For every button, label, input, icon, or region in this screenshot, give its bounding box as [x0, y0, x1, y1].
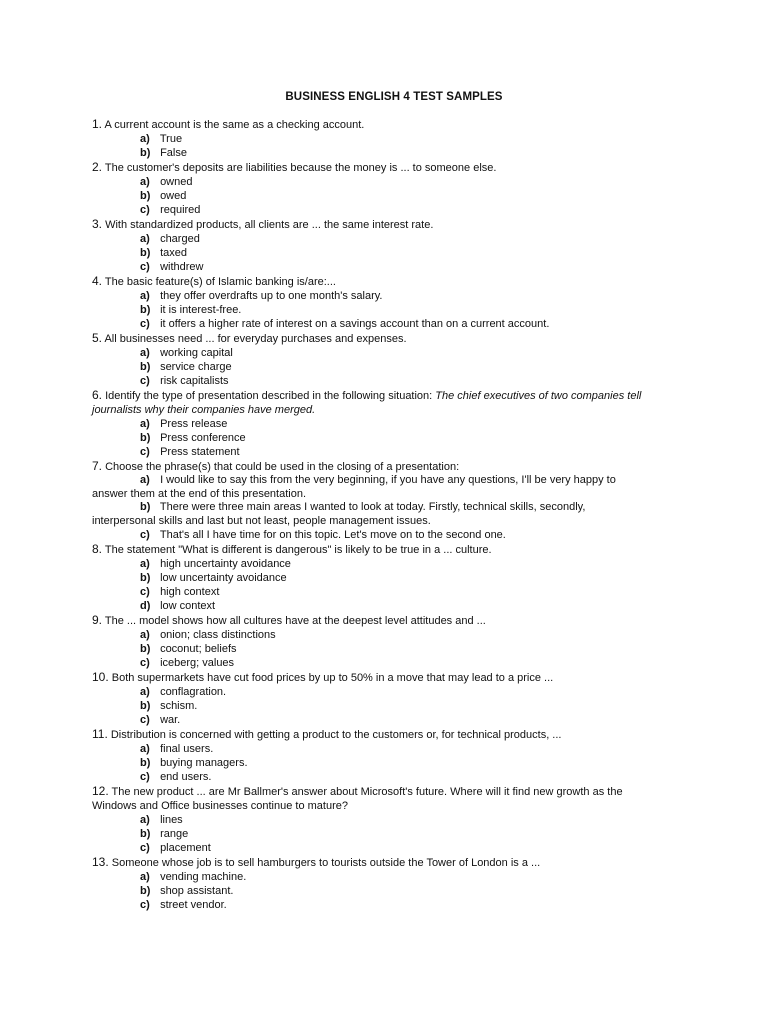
option-letter: a) — [140, 558, 150, 570]
question-text: Someone whose job is to sell hamburgers to tourists outside the Tower of London is a ... — [111, 857, 541, 869]
option-letter: d) — [140, 600, 151, 612]
option — [92, 699, 692, 713]
option-letter: a) — [140, 176, 150, 188]
question-number: 6. — [92, 388, 103, 402]
option — [92, 417, 692, 431]
option — [92, 501, 692, 528]
option — [92, 189, 692, 203]
option — [92, 317, 692, 331]
option-text: risk capitalists — [160, 375, 229, 387]
option-text: I would like to say this from the very beginning, if you have any questions, I'll be very happy to — [160, 474, 616, 486]
option — [92, 260, 692, 274]
option — [92, 884, 692, 898]
option-letter: a) — [140, 290, 150, 302]
option-text: shop assistant. — [160, 885, 234, 897]
option-letter: b) — [140, 432, 151, 444]
option-text: war. — [160, 714, 181, 726]
option-text: iceberg; values — [160, 657, 235, 669]
option-letter: c) — [140, 714, 150, 726]
option-letter: a) — [140, 347, 150, 359]
option-letter: a) — [140, 686, 150, 698]
question-number: 11. — [92, 727, 108, 741]
option-letter: c) — [140, 529, 150, 541]
option-letter: a) — [140, 814, 150, 826]
option — [92, 431, 692, 445]
option — [92, 841, 692, 855]
question — [92, 727, 692, 742]
option-text: Press conference — [160, 432, 246, 444]
question — [92, 670, 692, 685]
option-text: onion; class distinctions — [160, 629, 276, 641]
option — [92, 642, 692, 656]
option — [92, 203, 692, 217]
option-text: There were three main areas I wanted to look at today. Firstly, technical skills, secondly, — [159, 501, 586, 513]
option-text: True — [159, 133, 183, 145]
question-text-continued: Windows and Office businesses continue to mature? — [92, 800, 348, 812]
option — [92, 685, 692, 699]
option-letter: b) — [140, 247, 151, 259]
option — [92, 146, 692, 160]
option-text: lines — [160, 814, 183, 826]
option-letter: b) — [140, 700, 151, 712]
question-text: With standardized products, all clients are ... the same interest rate. — [105, 219, 434, 231]
option-text: working capital — [160, 347, 233, 359]
question-text: A current account is the same as a checking account. — [104, 119, 365, 131]
option — [92, 813, 692, 827]
option — [92, 756, 692, 770]
option-text: charged — [160, 233, 200, 245]
question-text: Both supermarkets have cut food prices by up to 50% in a move that may lead to a price ... — [111, 672, 554, 684]
question-scenario-text: journalists why their companies have merged. — [92, 404, 316, 416]
option — [92, 557, 692, 571]
option-text: they offer overdrafts up to one month's salary. — [160, 290, 383, 302]
question — [92, 459, 692, 474]
option-text-continued: answer them at the end of this presentation. — [92, 487, 307, 500]
option-letter: c) — [140, 261, 150, 273]
option-letter: b) — [140, 304, 151, 316]
question-number: 7. — [92, 459, 103, 473]
option — [92, 742, 692, 756]
question-number: 8. — [92, 542, 103, 556]
option-letter: a) — [140, 871, 150, 883]
question-text: The customer's deposits are liabilities because the money is ... to someone else. — [104, 162, 497, 174]
option-text: withdrew — [160, 261, 204, 273]
option-text: required — [160, 204, 201, 216]
option — [92, 175, 692, 189]
option-text-continued: interpersonal skills and last but not least, people management issues. — [92, 514, 431, 527]
option-letter: c) — [140, 771, 150, 783]
option — [92, 346, 692, 360]
option — [92, 474, 692, 501]
option-text: buying managers. — [160, 757, 248, 769]
option — [92, 656, 692, 670]
option — [92, 528, 692, 542]
option-text: owed — [160, 190, 187, 202]
option-text: it is interest-free. — [160, 304, 242, 316]
option-letter: a) — [140, 474, 150, 486]
option-text: high uncertainty avoidance — [160, 558, 291, 570]
option — [92, 898, 692, 912]
option-letter: a) — [140, 418, 150, 430]
question-text: The statement "What is different is dangerous" is likely to be true in a ... culture. — [104, 544, 492, 556]
option-letter: b) — [140, 147, 151, 159]
option-text: Press statement — [160, 446, 240, 458]
option-letter: c) — [140, 842, 150, 854]
question-number: 2. — [92, 160, 103, 174]
option — [92, 713, 692, 727]
option-text: That's all I have time for on this topic. Let's move on to the second one. — [159, 529, 506, 541]
question — [92, 784, 692, 813]
option — [92, 360, 692, 374]
option — [92, 770, 692, 784]
question — [92, 388, 692, 417]
option — [92, 132, 692, 146]
option-letter: c) — [140, 657, 150, 669]
question — [92, 274, 692, 289]
option-letter: b) — [140, 501, 151, 513]
option-letter: b) — [140, 757, 151, 769]
question-number: 1. — [92, 117, 103, 131]
option-letter: c) — [140, 446, 150, 458]
question-text: Choose the phrase(s) that could be used in the closing of a presentation: — [105, 461, 460, 473]
option-letter: a) — [140, 743, 150, 755]
option — [92, 585, 692, 599]
option-letter: a) — [140, 629, 150, 641]
question-number: 9. — [92, 613, 103, 627]
option-text: Press release — [160, 418, 228, 430]
question-text: The basic feature(s) of Islamic banking is/are:... — [104, 276, 336, 288]
option — [92, 628, 692, 642]
question-text: Identify the type of presentation described in the following situation: — [105, 390, 436, 402]
option-text: placement — [160, 842, 211, 854]
option-text: end users. — [160, 771, 212, 783]
option — [92, 445, 692, 459]
option-letter: a) — [140, 133, 150, 145]
document-page — [92, 89, 692, 912]
option-letter: b) — [140, 572, 151, 584]
question — [92, 331, 692, 346]
question-text: All businesses need ... for everyday purchases and expenses. — [104, 333, 407, 345]
option-text: conflagration. — [160, 686, 227, 698]
question — [92, 542, 692, 557]
option-text: service charge — [160, 361, 232, 373]
option — [92, 571, 692, 585]
option — [92, 870, 692, 884]
question-number: 13. — [92, 855, 109, 869]
option-letter: b) — [140, 190, 151, 202]
option-letter: b) — [140, 828, 151, 840]
option — [92, 827, 692, 841]
question — [92, 855, 692, 870]
question-text: The new product ... are Mr Ballmer's answer about Microsoft's future. Where will it find new growth as the — [111, 786, 623, 798]
option-text: range — [160, 828, 189, 840]
option-letter: c) — [140, 375, 150, 387]
question — [92, 217, 692, 232]
question-text: The ... model shows how all cultures have at the deepest level attitudes and ... — [104, 615, 486, 627]
option-letter: b) — [140, 643, 151, 655]
option-text: coconut; beliefs — [160, 643, 237, 655]
question-number: 4. — [92, 274, 103, 288]
question-number: 5. — [92, 331, 103, 345]
option — [92, 289, 692, 303]
question-number: 10. — [92, 670, 109, 684]
option — [92, 232, 692, 246]
option-text: taxed — [160, 247, 187, 259]
option-letter: b) — [140, 885, 151, 897]
option-text: vending machine. — [160, 871, 247, 883]
question — [92, 160, 692, 175]
option-text: False — [160, 147, 187, 159]
option — [92, 303, 692, 317]
document-title: BUSINESS ENGLISH 4 TEST SAMPLES — [285, 91, 503, 103]
option-letter: a) — [140, 233, 150, 245]
option — [92, 374, 692, 388]
option-text: street vendor. — [160, 899, 227, 911]
question-scenario-text: The chief executives of two companies tell — [435, 390, 642, 402]
option-letter: c) — [140, 204, 150, 216]
option-letter: c) — [140, 899, 150, 911]
option-text: owned — [160, 176, 193, 188]
option — [92, 599, 692, 613]
question — [92, 117, 692, 132]
question-text: Distribution is concerned with getting a product to the customers or, for technical products, ... — [110, 729, 562, 741]
option-text: it offers a higher rate of interest on a savings account than on a current account. — [160, 318, 550, 330]
option-text: schism. — [160, 700, 198, 712]
question — [92, 613, 692, 628]
option-text: high context — [160, 586, 220, 598]
question-number: 12. — [92, 784, 109, 798]
option-letter: c) — [140, 586, 150, 598]
option-letter: c) — [140, 318, 150, 330]
option-text: final users. — [160, 743, 214, 755]
option-text: low uncertainty avoidance — [160, 572, 287, 584]
option-text: low context — [160, 600, 216, 612]
option-letter: b) — [140, 361, 151, 373]
option — [92, 246, 692, 260]
question-number: 3. — [92, 217, 103, 231]
